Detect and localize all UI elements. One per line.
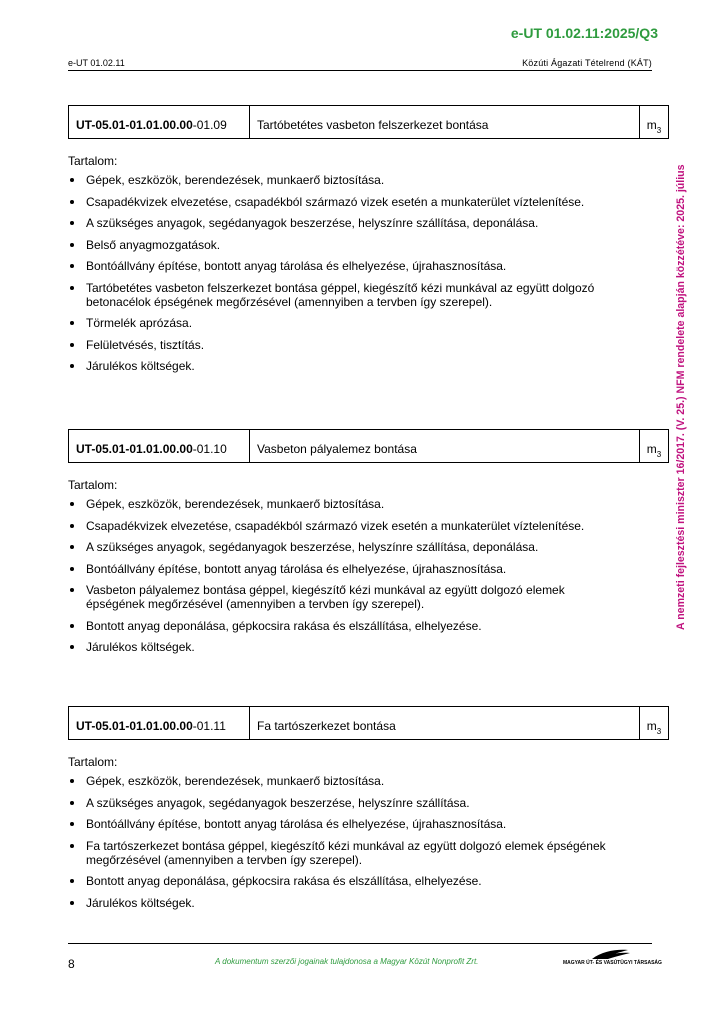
item-code-suffix: -01.11 <box>192 719 226 733</box>
list-item: Felületvésés, tisztítás. <box>68 338 658 352</box>
list-item: Bontott anyag deponálása, gépkocsira rakása és elszállítása, elhelyezése. <box>68 619 658 633</box>
item-unit: m $^3$ <box>646 118 662 135</box>
content-label: Tartalom: <box>68 478 118 492</box>
list-item: Csapadékvizek elvezetése, csapadékból származó vizek esetén a munkaterület víztelenítése. <box>68 195 658 209</box>
list-item: Tartóbetétes vasbeton felszerkezet bontása géppel, kiegészítő kézi munkával az együtt dolgozó betonacélok épségének megőrzésével (amennyiben a tervben így szerepel). <box>68 281 658 309</box>
content-label: Tartalom: <box>68 154 118 168</box>
list-item: Bontóállvány építése, bontott anyag tárolása és elhelyezése, újrahasznosítása. <box>68 562 658 576</box>
list-item: Bontott anyag deponálása, gépkocsira rakása és elszállítása, elhelyezése. <box>68 874 658 888</box>
content-01-09 <box>68 153 658 381</box>
content-01-10 <box>68 477 658 662</box>
list-item: Gépek, eszközök, berendezések, munkaerő biztosítása. <box>68 173 658 187</box>
item-name: Fa tartószerkezet bontása <box>250 707 640 739</box>
document-code: e-UT 01.02.11:2025/Q3 <box>510 25 658 41</box>
list-item: A szükséges anyagok, segédanyagok beszerzése, helyszínre szállítása, deponálása. <box>68 216 658 230</box>
content-list <box>68 497 658 654</box>
item-table-01-10 <box>68 429 669 463</box>
list-item: Járulékos költségek. <box>68 896 658 910</box>
unit-base: m <box>646 719 657 733</box>
content-list <box>68 173 658 373</box>
copyright-note: A dokumentum szerzői jogainak tulajdonosa a Magyar Közút Nonprofit Zrt. <box>215 957 479 966</box>
item-code <box>69 707 250 739</box>
content-label: Tartalom: <box>68 755 118 769</box>
header-right: Közúti Ágazati Tételrend (KÁT) <box>522 58 652 68</box>
content-01-11 <box>68 754 658 917</box>
list-item: Vasbeton pályalemez bontása géppel, kiegészítő kézi munkával az együtt dolgozó elemek épségének megőrzésével (amennyiben a tervben így szerepel). <box>68 583 658 611</box>
list-item: Gépek, eszközök, berendezések, munkaerő biztosítása. <box>68 774 658 788</box>
item-code-bold: UT-05.01-01.01.00.00 <box>76 442 193 456</box>
item-code <box>69 430 250 462</box>
list-item: A szükséges anyagok, segédanyagok beszerzése, helyszínre szállítása, deponálása. <box>68 540 658 554</box>
logo-text: MAGYAR ÚT- ÉS VASÚTÜGYI TÁRSASÁG <box>563 960 662 966</box>
item-unit: m $^3$ <box>646 442 662 459</box>
unit-base: m <box>646 442 657 456</box>
list-item: Járulékos költségek. <box>68 359 658 373</box>
header-left: e-UT 01.02.11 <box>68 58 125 68</box>
running-header <box>68 58 652 71</box>
item-name: Vasbeton pályalemez bontása <box>250 430 640 462</box>
footer-divider <box>68 943 652 944</box>
list-item: Törmelék aprózása. <box>68 316 658 330</box>
item-table-01-11 <box>68 706 669 740</box>
list-item: Bontóállvány építése, bontott anyag tárolása és elhelyezése, újrahasznosítása. <box>68 817 658 831</box>
item-code-bold: UT-05.01-01.01.00.00 <box>76 118 193 132</box>
item-name: Tartóbetétes vasbeton felszerkezet bontása <box>250 106 640 138</box>
unit-base: m <box>646 118 657 132</box>
item-unit: m $^3$ <box>646 719 662 736</box>
list-item: A szükséges anyagok, segédanyagok beszerzése, helyszínre szállítása. <box>68 796 658 810</box>
item-code-suffix: -01.09 <box>192 118 227 132</box>
page-number: 8 <box>68 957 75 971</box>
list-item: Bontóállvány építése, bontott anyag tárolása és elhelyezése, újrahasznosítása. <box>68 259 658 273</box>
list-item: Csapadékvizek elvezetése, csapadékból származó vizek esetén a munkaterület víztelenítése. <box>68 519 658 533</box>
list-item: Belső anyagmozgatások. <box>68 238 658 252</box>
item-code <box>69 106 250 138</box>
content-list <box>68 774 658 910</box>
list-item: Fa tartószerkezet bontása géppel, kiegészítő kézi munkával az együtt dolgozó elemek épségének megőrzésével (amennyiben a tervben így szerepel). <box>68 839 658 867</box>
item-table-01-09 <box>68 105 669 139</box>
list-item: Járulékos költségek. <box>68 640 658 654</box>
item-code-bold: UT-05.01-01.01.00.00 <box>76 719 193 733</box>
list-item: Gépek, eszközök, berendezések, munkaerő biztosítása. <box>68 497 658 511</box>
item-code-suffix: -01.10 <box>192 442 227 456</box>
side-publication-note: A nemzeti fejlesztési miniszter 16/2017. (V. 25.) NFM rendelete alapján közzétéve: 2025. július <box>675 164 687 630</box>
